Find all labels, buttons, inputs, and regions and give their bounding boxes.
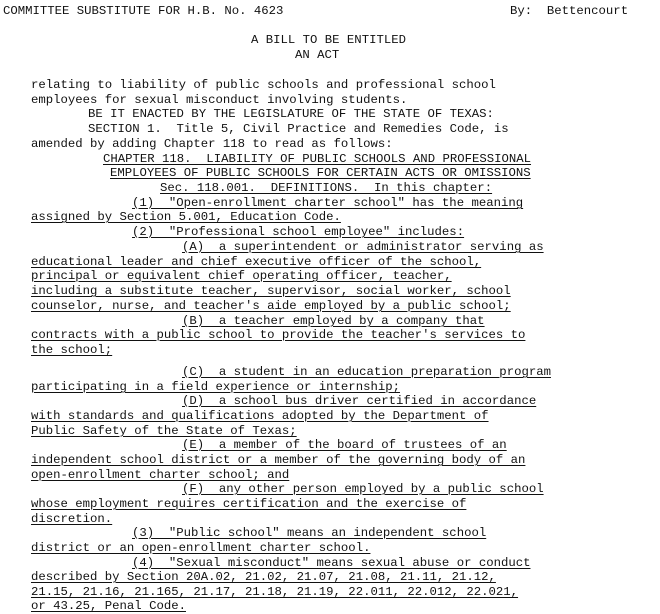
def-2f-line-2: whose employment requires certification and the exercise of [31,497,467,511]
def-2d-line-3: Public Safety of the State of Texas; [31,424,297,438]
def-2f-line-1: (F) any other person employed by a public school [182,482,544,496]
chapter-heading-line-1: CHAPTER 118. LIABILITY OF PUBLIC SCHOOLS AND PROFESSIONAL [103,152,532,166]
caption-line-1: A BILL TO BE ENTITLED [251,33,406,47]
def-2a-line-2: educational leader and chief executive officer of the school, [31,255,482,269]
def-4-line-3: 21.15, 21.16, 21.165, 21.17, 21.18, 21.19, 22.011, 22.012, 22.021, [31,585,519,599]
def-2d-line-1: (D) a school bus driver certified in accordance [182,394,537,408]
def-2a-line-4: including a substitute teacher, supervisor, social worker, school [31,284,511,298]
section-1-line-1: SECTION 1. Title 5, Civil Practice and Remedies Code, is [88,122,509,136]
def-2a-line-3: principal or equivalent chief operating officer, teacher, [31,269,452,283]
def-2-line-1: (2) "Professional school employee" includes: [132,225,465,239]
def-4-line-2: described by Section 20A.02, 21.02, 21.07, 21.08, 21.11, 21.12, [31,570,496,584]
def-4-line-1: (4) "Sexual misconduct" means sexual abuse or conduct [132,556,531,570]
def-1-line-2: assigned by Section 5.001, Education Code. [31,210,341,224]
bill-title: COMMITTEE SUBSTITUTE FOR H.B. No. 4623 [3,4,284,18]
caption-line-2: AN ACT [295,48,340,62]
def-1-line-1: (1) "Open-enrollment charter school" has the meaning [132,196,524,210]
def-2e-line-1: (E) a member of the board of trustees of an [182,438,507,452]
section-1-line-2: amended by adding Chapter 118 to read as follows: [31,137,393,151]
def-2c-line-1: (C) a student in an education preparation program [182,365,551,379]
def-2a-line-1: (A) a superintendent or administrator serving as [182,240,544,254]
def-2a-line-5: counselor, nurse, and teacher's aide employed by a public school; [31,299,511,313]
bill-author: By: Bettencourt [510,4,629,18]
chapter-heading-line-2: EMPLOYEES OF PUBLIC SCHOOLS FOR CERTAIN ACTS OR OMISSIONS [110,166,531,180]
def-2b-line-3: the school; [31,343,113,357]
def-2b-line-2: contracts with a public school to provide the teacher's services to [31,328,526,342]
def-2e-line-3: open-enrollment charter school; and [31,468,290,482]
def-2c-line-2: participating in a field experience or internship; [31,380,400,394]
def-2d-line-2: with standards and qualifications adopted by the Department of [31,409,489,423]
def-2e-line-2: independent school district or a member of the governing body of an [31,453,526,467]
def-2b-line-1: (B) a teacher employed by a company that [182,314,485,328]
body-line-1: relating to liability of public schools and professional school [31,78,496,92]
section-118-001-heading: Sec. 118.001. DEFINITIONS. In this chapter: [160,181,493,195]
def-4-line-4: or 43.25, Penal Code. [31,599,186,613]
body-line-2: employees for sexual misconduct involving students. [31,93,408,107]
enacting-clause: BE IT ENACTED BY THE LEGISLATURE OF THE STATE OF TEXAS: [88,107,494,121]
def-2f-line-3: discretion. [31,512,113,526]
def-3-line-2: district or an open-enrollment charter school. [31,541,371,555]
def-3-line-1: (3) "Public school" means an independent school [132,526,487,540]
